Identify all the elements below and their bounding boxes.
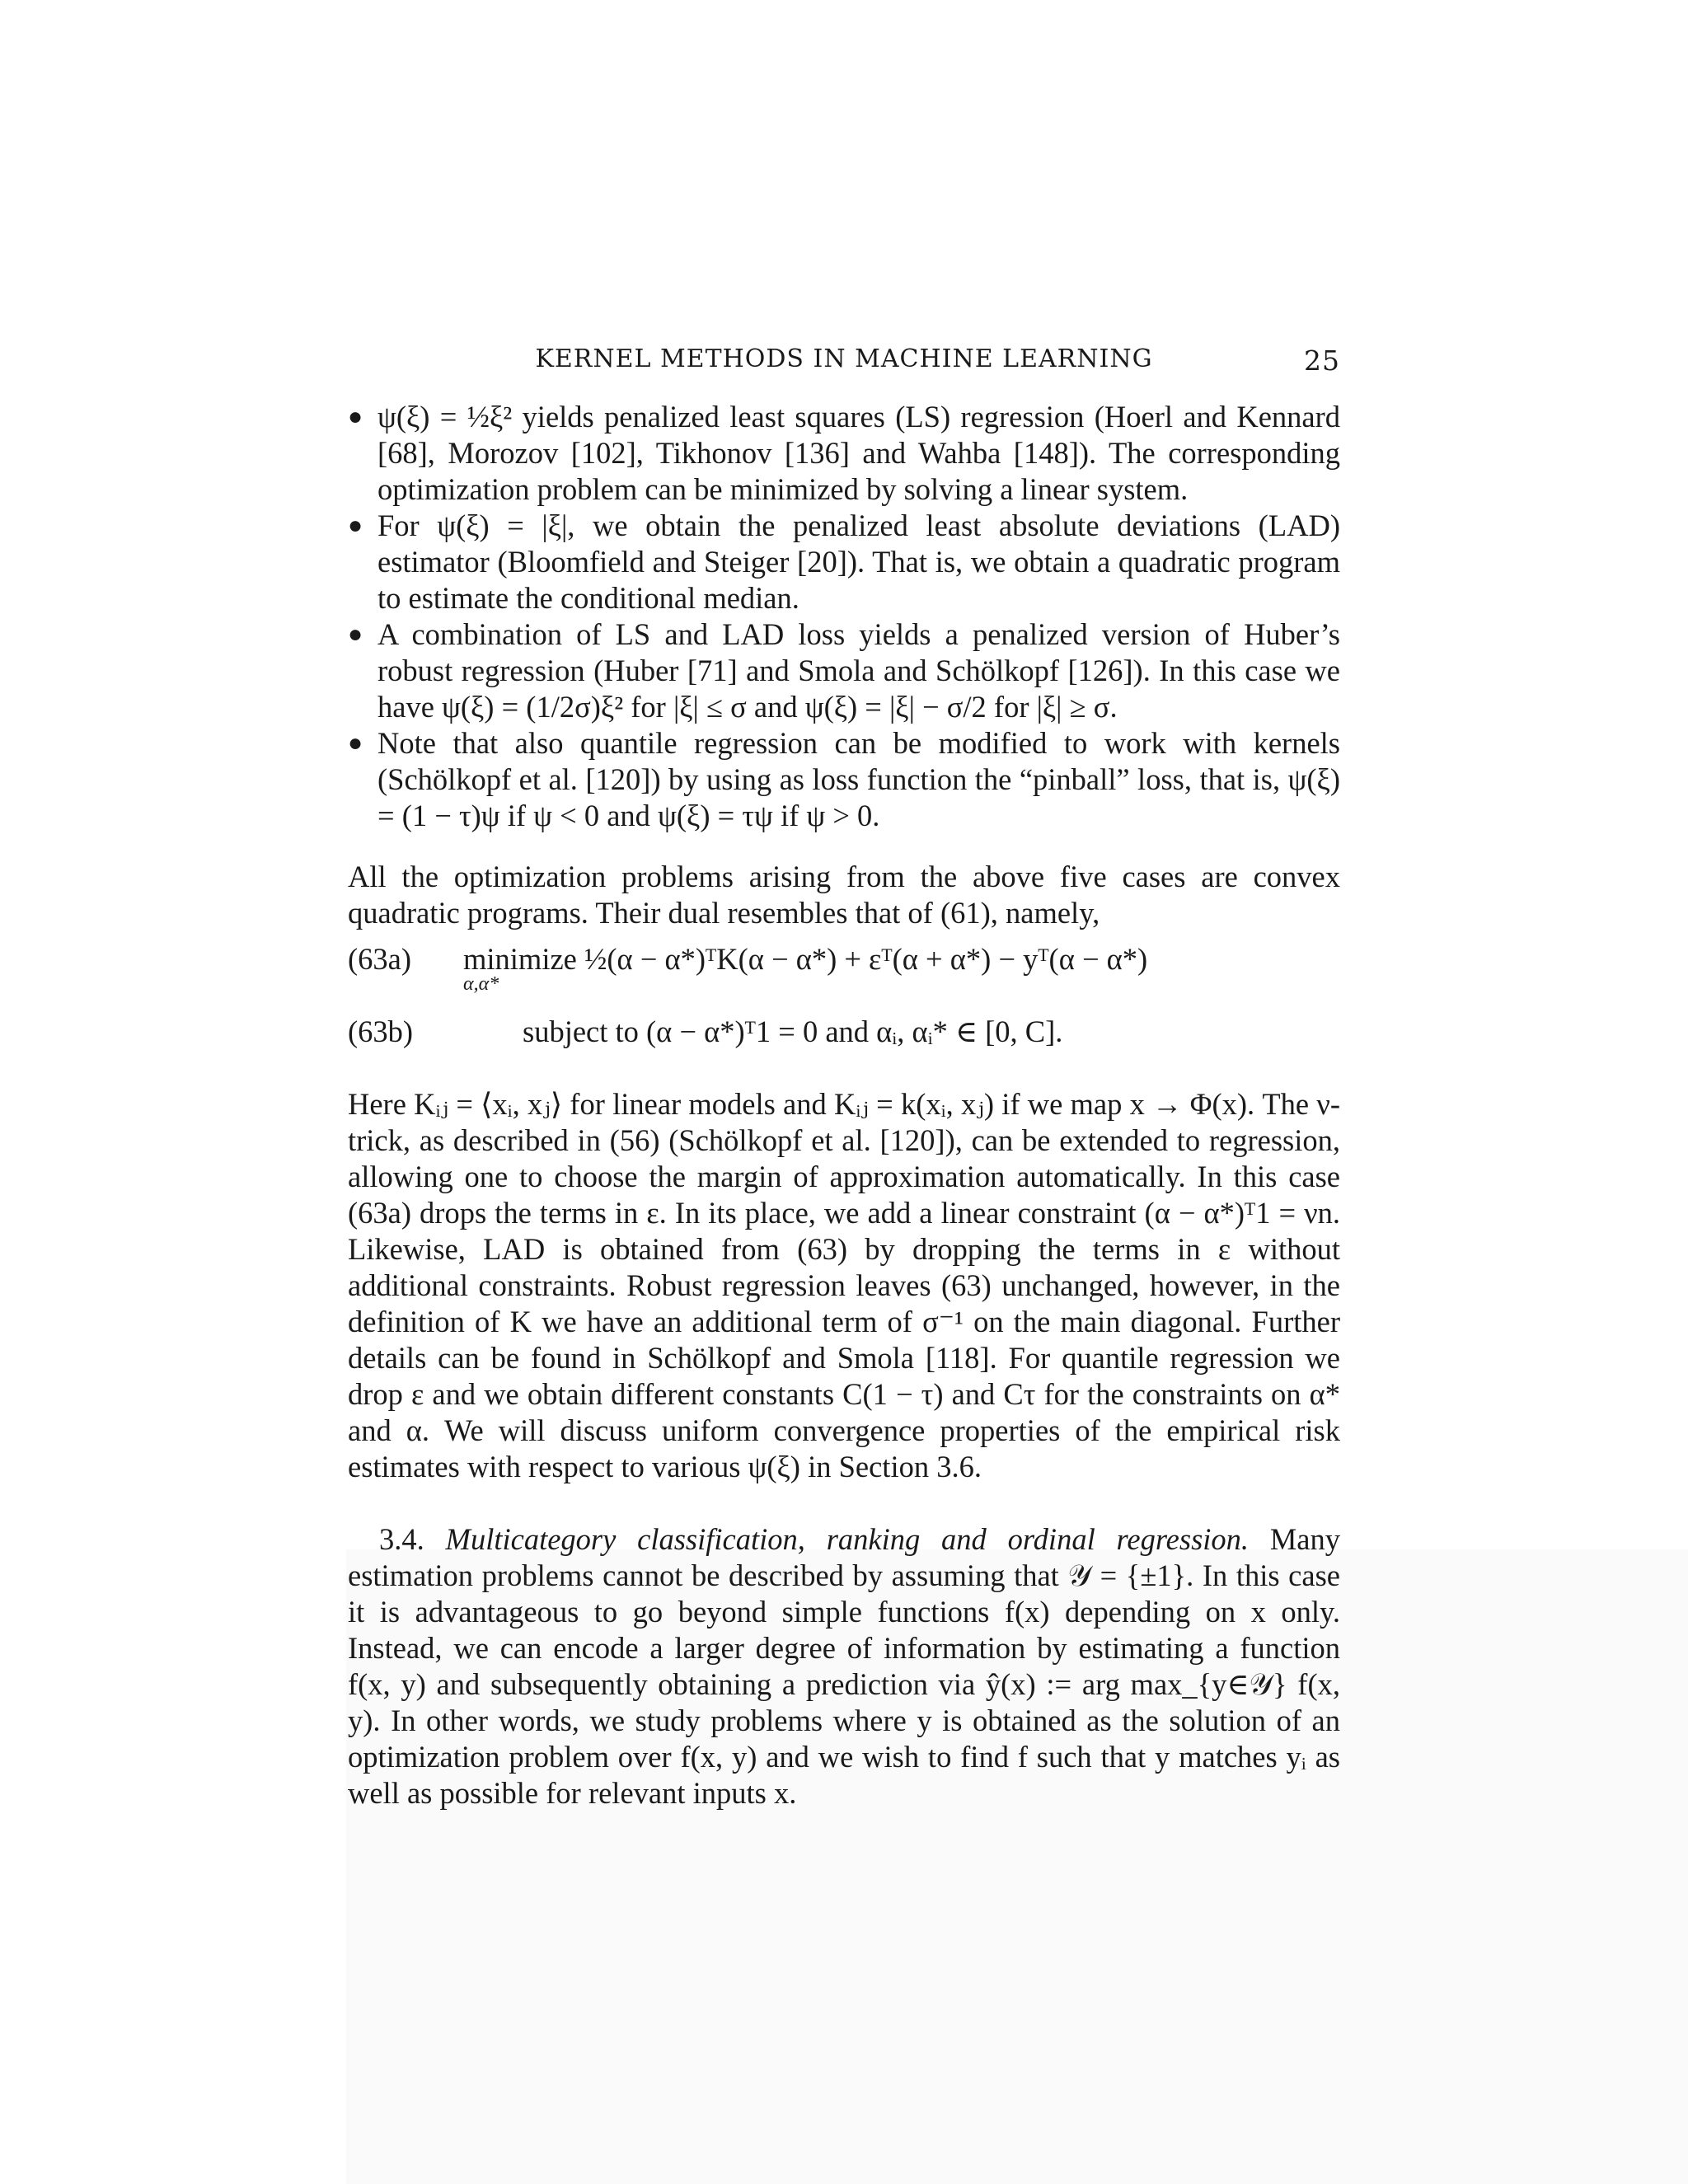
- equation-63a: [348, 941, 1340, 995]
- bullet-dot: ●: [348, 512, 363, 539]
- running-title: KERNEL METHODS IN MACHINE LEARNING: [535, 344, 1153, 373]
- section-title: Multicategory classification, ranking and ordinal regression.: [445, 1522, 1250, 1556]
- equation-expression: minimize ½(α − α*)ᵀK(α − α*) + εᵀ(α + α*) − yᵀ(α − α*): [463, 942, 1148, 976]
- equation-tag: (63a): [348, 942, 412, 976]
- section-number: 3.4.: [379, 1522, 424, 1556]
- bullet-dot: ●: [348, 729, 363, 757]
- bullet-dot: ●: [348, 621, 363, 648]
- bullet-text: Note that also quantile regression can be modified to work with kernels (Schölkopf et al. [120]) by using as loss function the “pinball” loss, that is, ψ(ξ) = (1 − τ)ψ if ψ < 0 and ψ(ξ) = τψ if ψ > 0.: [377, 726, 1340, 832]
- body-paragraph: Here Kᵢⱼ = ⟨xᵢ, xⱼ⟩ for linear models and Kᵢⱼ = k(xᵢ, xⱼ) if we map x → Φ(x). The ν-trick, as described in (56) (Schölkopf et al. [120]), can be extended to regression, allowing one to choose the margin of approximation automatically. In this case (63a) drops the terms in ε. In its place, we add a linear constraint (α − α*)ᵀ1 = νn. Likewise, LAD is obtained from (63) by dropping the terms in ε without additional constraints. Robust regression leaves (63) unchanged, however, in the definition of K we have an additional term of σ⁻¹ on the main diagonal. Further details can be found in Schölkopf and Smola [118]. For quantile regression we drop ε and we obtain different constants C(1 − τ) and Cτ for the constraints on α* and α. We will discuss uniform convergence properties of the empirical risk estimates with respect to various ψ(ξ) in Section 3.6.: [348, 1087, 1340, 1483]
- bullet-dot: ●: [348, 403, 363, 430]
- section-text: Many estimation problems cannot be described by assuming that 𝒴 = {±1}. In this case it is advantageous to go beyond simple functions f(x) depending on x only. Instead, we can encode a larger degree of information by estimating a function f(x, y) and subsequently obtaining a prediction via ŷ(x) := arg max_{y∈𝒴} f(x, y). In other words, we study problems where y is obtained as the solution of an optimization problem over f(x, y) and we wish to find f such that y matches yᵢ as well as possible for relevant inputs x.: [348, 1522, 1340, 1810]
- bullet-quantile-regression: [348, 725, 1340, 834]
- bullet-text: For ψ(ξ) = |ξ|, we obtain the penalized least absolute deviations (LAD) estimator (Bloomfield and Steiger [20]). That is, we obtain a quadratic program to estimate the conditional median.: [377, 509, 1340, 615]
- bullet-text: A combination of LS and LAD loss yields a penalized version of Huber’s robust regression (Huber [71] and Smola and Schölkopf [126]). In this case we have ψ(ξ) = (1/2σ)ξ² for |ξ| ≤ σ and ψ(ξ) = |ξ| − σ/2 for |ξ| ≥ σ.: [377, 617, 1340, 724]
- section-3-4: [348, 1521, 1340, 1811]
- bullet-huber-regression: [348, 616, 1340, 725]
- page-header: [348, 344, 1340, 379]
- bullet-ls-regression: [348, 399, 1340, 508]
- page-body: [348, 399, 1340, 1811]
- bullet-text: ψ(ξ) = ½ξ² yields penalized least squares (LS) regression (Hoerl and Kennard [68], Morozov [102], Tikhonov [136] and Wahba [148]). The corresponding optimization problem can be minimized by solving a linear system.: [377, 400, 1340, 506]
- intro-paragraph: All the optimization problems arising from the above five cases are convex quadratic programs. Their dual resembles that of (61), namely,: [348, 860, 1340, 930]
- page-number: 25: [1304, 344, 1340, 377]
- equation-63b: [348, 1014, 1340, 1063]
- equation-tag: (63b): [348, 1015, 414, 1048]
- bullet-lad-estimator: [348, 508, 1340, 616]
- equation-subscript: α,α*: [463, 973, 499, 995]
- equation-expression: subject to (α − α*)ᵀ1 = 0 and αᵢ, αᵢ* ∈ [0, C].: [523, 1015, 1063, 1048]
